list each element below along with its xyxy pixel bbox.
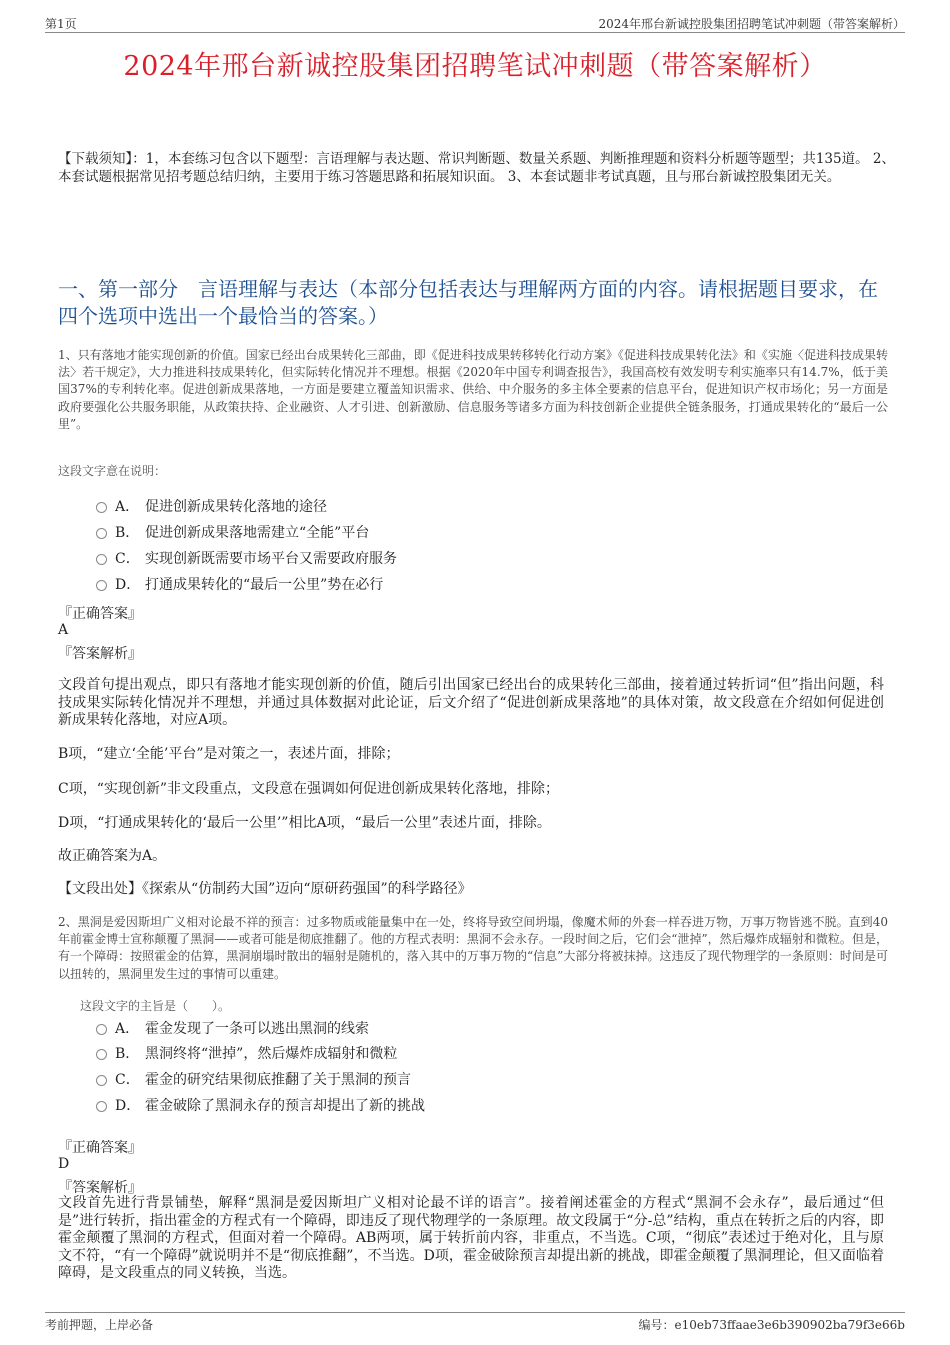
option-text: 实现创新既需要市场平台又需要政府服务 bbox=[145, 551, 397, 567]
page-footer bbox=[45, 1312, 905, 1333]
q2-analysis-paragraph: 文段首先进行背景铺垫，解释“黑洞是爱因斯坦广义相对论最不详的语言”。接着阐述霍金的方程式“黑洞不会永存”，最后通过“但是”进行转折，指出霍金的方程式有一个障碍，即违反了现代物理学的一条原理。故文段属于“分-总”结构，重点在转折之后的内容，即霍金颠覆了黑洞的方程式，但面对着一个障碍。AB两项，属于转折前内容，非重点，不当选。C项，“彻底”表述过于绝对化，且与原文不符，“有一个障碍”就说明并不是“彻底推翻”，不当选。D项，霍金破除预言却提出新的挑战，即霍金颠覆了黑洞理论，但又面临着障碍，是文段重点的同义转换，当选。 bbox=[58, 1195, 884, 1282]
option-letter: A． bbox=[115, 1021, 140, 1037]
page-number: 第1页 bbox=[45, 17, 77, 31]
option-text: 黑洞终将“泄掉”，然后爆炸成辐射和微粒 bbox=[145, 1046, 398, 1062]
radio-icon[interactable] bbox=[96, 1024, 107, 1035]
document-title: 2024年邢台新诚控股集团招聘笔试冲刺题（带答案解析） bbox=[123, 51, 827, 82]
radio-icon[interactable] bbox=[96, 580, 107, 591]
q1-analysis-label: 『答案解析』 bbox=[58, 646, 142, 662]
q1-answer: A bbox=[58, 622, 69, 638]
question-2-prompt: 这段文字的主旨是（ ）。 bbox=[80, 999, 231, 1013]
option-letter: C． bbox=[115, 551, 140, 567]
q1-analysis-paragraph: 文段首句提出观点，即只有落地才能实现创新的价值，随后引出国家已经出台的成果转化三部曲，接着通过转折词“但”指出问题，科技成果实际转化情况并不理想，并通过具体数据对此论证，后文介绍了“促进创新成果落地”的具体对策，故文段意在介绍如何促进创新成果转化落地，对应A项。 bbox=[58, 677, 884, 729]
footer-slogan: 考前押题，上岸必备 bbox=[45, 1318, 154, 1332]
radio-icon[interactable] bbox=[96, 1049, 107, 1060]
option-text: 打通成果转化的“最后一公里”势在必行 bbox=[145, 577, 384, 593]
question-1-prompt: 这段文字意在说明： bbox=[58, 464, 167, 478]
q1-source: 【文段出处】《探索从“仿制药大国”迈向“原研药强国”的科学路径》 bbox=[58, 881, 472, 897]
option-text: 霍金破除了黑洞永存的预言却提出了新的挑战 bbox=[145, 1098, 425, 1114]
download-notice: 【下载须知】：1，本套练习包含以下题型：言语理解与表达题、常识判断题、数量关系题、判断推理题和资料分析题等题型；共135道。 2、本套试题根据常见招考题总结归纳，主要用于练习答题思路和拓展知识面。 3、本套试题非考试真题，且与邢台新诚控股集团无关。 bbox=[58, 151, 895, 185]
option-letter: B． bbox=[115, 1046, 140, 1062]
radio-icon[interactable] bbox=[96, 502, 107, 513]
q1-answer-label: 『正确答案』 bbox=[58, 606, 142, 622]
header-doc-title: 2024年邢台新诚控股集团招聘笔试冲刺题（带答案解析） bbox=[598, 17, 905, 31]
option-text: 促进创新成果落地需建立“全能”平台 bbox=[145, 525, 370, 541]
question-1-text: 1、只有落地才能实现创新的价值。国家已经出台成果转化三部曲，即《促进科技成果转移转化行动方案》《促进科技成果转化法》和《实施〈促进科技成果转法〉若干规定》，大力推进科技成果转化，但实际转化情况并不理想。根据《2020年中国专利调查报告》，我国高校有效发明专利实施率只有14.7%，低于美国37%的专利转化率。促进创新成果落地，一方面是要建立覆盖知识需求、供给、中介服务的多主体全要素的信息平台，促进知识产权市场化；另一方面是政府要强化公共服务职能，从政策扶持、企业融资、人才引进、创新激励、信息服务等诸多方面为科技创新企业提供全链条服务，打通成果转化的“最后一公里”。 bbox=[58, 348, 888, 431]
q1-analysis-conclusion: 故正确答案为A。 bbox=[58, 848, 167, 864]
option-text: 霍金的研究结果彻底推翻了关于黑洞的预言 bbox=[145, 1072, 411, 1088]
radio-icon[interactable] bbox=[96, 554, 107, 565]
q1-analysis-c: C项，“实现创新”非文段重点，文段意在强调如何促进创新成果转化落地，排除； bbox=[58, 781, 560, 797]
option-text: 霍金发现了一条可以逃出黑洞的线索 bbox=[145, 1021, 369, 1037]
question-2-text: 2、黑洞是爱因斯坦广义相对论最不祥的预言：过多物质或能量集中在一处，终将导致空间坍塌，像魔术师的外套一样吞进万物，万事万物皆逃不脱。直到40年前霍金博士宣称颠覆了黑洞——或者可能是彻底推翻了。他的方程式表明：黑洞不会永存。一段时间之后，它们会“泄掉”，然后爆炸成辐射和微粒。但是，有一个障碍：按照霍金的估算，黑洞崩塌时散出的辐射是随机的，落入其中的万事万物的“信息”大部分将被抹掉。这违反了现代物理学的一条原则：时间是可以扭转的，黑洞里发生过的事情可以重建。 bbox=[58, 915, 888, 981]
q1-analysis-d: D项，“打通成果转化的‘最后一公里’”相比A项，“最后一公里”表述片面，排除。 bbox=[58, 815, 551, 831]
option-letter: A． bbox=[115, 499, 140, 515]
q2-analysis-label: 『答案解析』 bbox=[58, 1180, 142, 1196]
q2-answer-label: 『正确答案』 bbox=[58, 1140, 142, 1156]
option-letter: D． bbox=[115, 1098, 141, 1114]
radio-icon[interactable] bbox=[96, 528, 107, 539]
option-text: 促进创新成果转化落地的途径 bbox=[145, 499, 327, 515]
option-letter: B． bbox=[115, 525, 140, 541]
option-letter: C． bbox=[115, 1072, 140, 1088]
page-header bbox=[45, 14, 905, 33]
radio-icon[interactable] bbox=[96, 1075, 107, 1086]
option-letter: D． bbox=[115, 577, 141, 593]
footer-serial: 编号：e10eb73ffaae3e6b390902ba79f3e66b bbox=[638, 1318, 905, 1332]
q2-answer: D bbox=[58, 1156, 70, 1172]
section-heading: 一、第一部分 言语理解与表达（本部分包括表达与理解两方面的内容。请根据题目要求，在四个选项中选出一个最恰当的答案。） bbox=[58, 277, 878, 328]
radio-icon[interactable] bbox=[96, 1101, 107, 1112]
q1-analysis-b: B项，“建立‘全能’平台”是对策之一，表述片面，排除； bbox=[58, 746, 400, 762]
